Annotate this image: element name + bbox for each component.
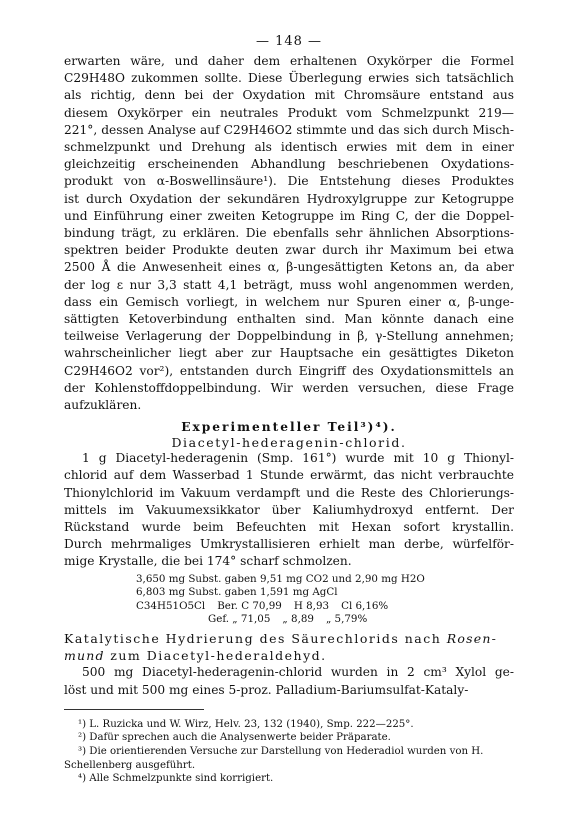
- text-line: chlorid auf dem Wasserbad 1 Stunde erwärmt, das nicht verbrauchte: [64, 468, 514, 483]
- footnotes: [64, 718, 514, 786]
- text-line: als richtig, denn bei der Oxydation mit Chromsäure entstand aus: [64, 88, 514, 103]
- analysis-calc-h: H 8,93: [293, 599, 330, 612]
- analysis-calc-c: Ber. C 70,99: [217, 599, 282, 612]
- hydrogenation-heading-part-1: Katalytische Hydrierung des Säurechlorids nach: [64, 631, 447, 647]
- section-heading-experimental: Experimenteller Teil³)⁴).: [181, 420, 397, 435]
- text-line: Durch mehrmaliges Umkrystallisieren erhielt man derbe, würfelför-: [64, 537, 514, 552]
- text-line: ist durch Oxydation der sekundären Hydroxylgruppe zur Ketogruppe: [64, 191, 514, 206]
- analysis-found-h: „ 8,89: [282, 612, 314, 625]
- text-line: gleichzeitig erscheinenden Abhandlung beschriebenen Oxydations-: [64, 157, 514, 172]
- analysis-found-c: Gef. „ 71,05: [208, 612, 271, 625]
- text-line: Rückstand wurde beim Befeuchten mit Hexan sofort krystallin.: [64, 520, 514, 535]
- paragraph-intro: [64, 53, 514, 414]
- text-line: aufzuklären.: [64, 398, 142, 413]
- hydrogenation-heading-part-2: zum Diacetyl-hederaldehyd.: [104, 648, 327, 664]
- text-line: produkt von α-Boswellinsäure¹). Die Entstehung dieses Produktes: [64, 174, 514, 189]
- text-line: 1 g Diacetyl-hederagenin (Smp. 161°) wurde mit 10 g Thionyl-: [82, 451, 514, 466]
- text-line: löst und mit 500 mg eines 5-proz. Palladium-Bariumsulfat-Kataly-: [64, 682, 469, 697]
- text-line: wahrscheinlicher liegt aber zur Hauptsache ein gesättigtes Diketon: [64, 346, 514, 361]
- text-line: mittels im Vakuumexsikkator über Kaliumhydroxyd entfernt. Der: [64, 502, 514, 517]
- text-line: schmelzpunkt und Drehung als identisch erwies mit dem in einer: [64, 140, 514, 155]
- page: [64, 34, 514, 786]
- text-line: bindung trägt, zu erklären. Die ebenfalls sehr ähnlichen Absorptions-: [64, 226, 514, 241]
- text-line: der log ε nur 3,3 statt 4,1 beträgt, muss wohl angenommen werden,: [64, 277, 514, 292]
- text-line: 221°, dessen Analyse auf C29H46O2 stimmte und das sich durch Misch-: [64, 122, 514, 137]
- hydrogenation-heading-name-1: Rosen-: [446, 631, 497, 647]
- analysis-formula: C34H51O5Cl: [136, 599, 206, 612]
- paragraph-hydrogenation: [64, 664, 514, 698]
- text-line: diesem Oxykörper ein neutrales Produkt vom Schmelzpunkt 219—: [64, 105, 514, 120]
- paragraph-procedure: [64, 450, 514, 570]
- text-line: spektren beider Produkte deuten zwar durch ihr Maximum bei etwa: [64, 243, 514, 258]
- footnote: ¹) L. Ruzicka und W. Wirz, Helv. 23, 132 (1940), Smp. 222—225°.: [78, 718, 414, 730]
- text-line: Thionylchlorid im Vakuum verdampft und die Reste des Chlorierungs-: [64, 485, 514, 500]
- page-number: — 148 —: [255, 34, 323, 49]
- analysis-line-2: 6,803 mg Subst. gaben 1,591 mg AgCl: [136, 586, 338, 599]
- subheading-compound: Diacetyl-hederagenin-chlorid.: [171, 435, 407, 451]
- analysis-line-1: 3,650 mg Subst. gaben 9,51 mg CO2 und 2,90 mg H2O: [136, 572, 425, 585]
- text-line: und Einführung einer zweiten Ketogruppe im Ring C, der die Doppel-: [64, 208, 514, 223]
- footnote: ³) Die orientierenden Versuche zur Darstellung von Hederadiol wurden von H. Schellenberg ausgeführt.: [64, 745, 484, 771]
- text-line: 2500 Å die Anwesenheit eines α, β-ungesättigten Ketons an, da aber: [64, 260, 514, 275]
- text-line: dass ein Gemisch vorliegt, in welchem nur Spuren einer α, β-unge-: [64, 294, 514, 309]
- footnote: ²) Dafür sprechen auch die Analysenwerte beider Präparate.: [78, 732, 391, 744]
- text-line: der Kohlenstoffdoppelbindung. Wir werden versuchen, diese Frage: [64, 380, 514, 395]
- analysis-found-row: [136, 613, 514, 626]
- text-line: erwarten wäre, und daher dem erhaltenen Oxykörper die Formel: [64, 54, 514, 68]
- text-line: C29H46O2 vor²), entstanden durch Eingriff des Oxydationsmittels an: [64, 363, 514, 378]
- text-line: sättigten Ketoverbindung enthalten sind. Man könnte danach eine: [64, 312, 514, 327]
- footnote: ⁴) Alle Schmelzpunkte sind korrigiert.: [78, 773, 274, 785]
- analysis-calc-row: [136, 600, 514, 613]
- analysis-block: [136, 573, 514, 627]
- subheading-hydrogenation: [64, 630, 514, 664]
- analysis-found-cl: „ 5,79%: [325, 612, 368, 625]
- text-line: C29H48O zukommen sollte. Diese Überlegung erwies sich tatsächlich: [64, 71, 514, 86]
- footnote-rule: [64, 709, 204, 710]
- text-line: mige Krystalle, die bei 174° scharf schmolzen.: [64, 554, 352, 569]
- text-line: teilweise Verlagerung der Doppelbindung in β, γ-Stellung annehmen;: [64, 329, 514, 344]
- hydrogenation-heading-name-2: mund: [64, 648, 105, 664]
- text-line: 500 mg Diacetyl-hederagenin-chlorid wurden in 2 cm³ Xylol ge-: [82, 665, 514, 680]
- analysis-calc-cl: Cl 6,16%: [341, 599, 389, 612]
